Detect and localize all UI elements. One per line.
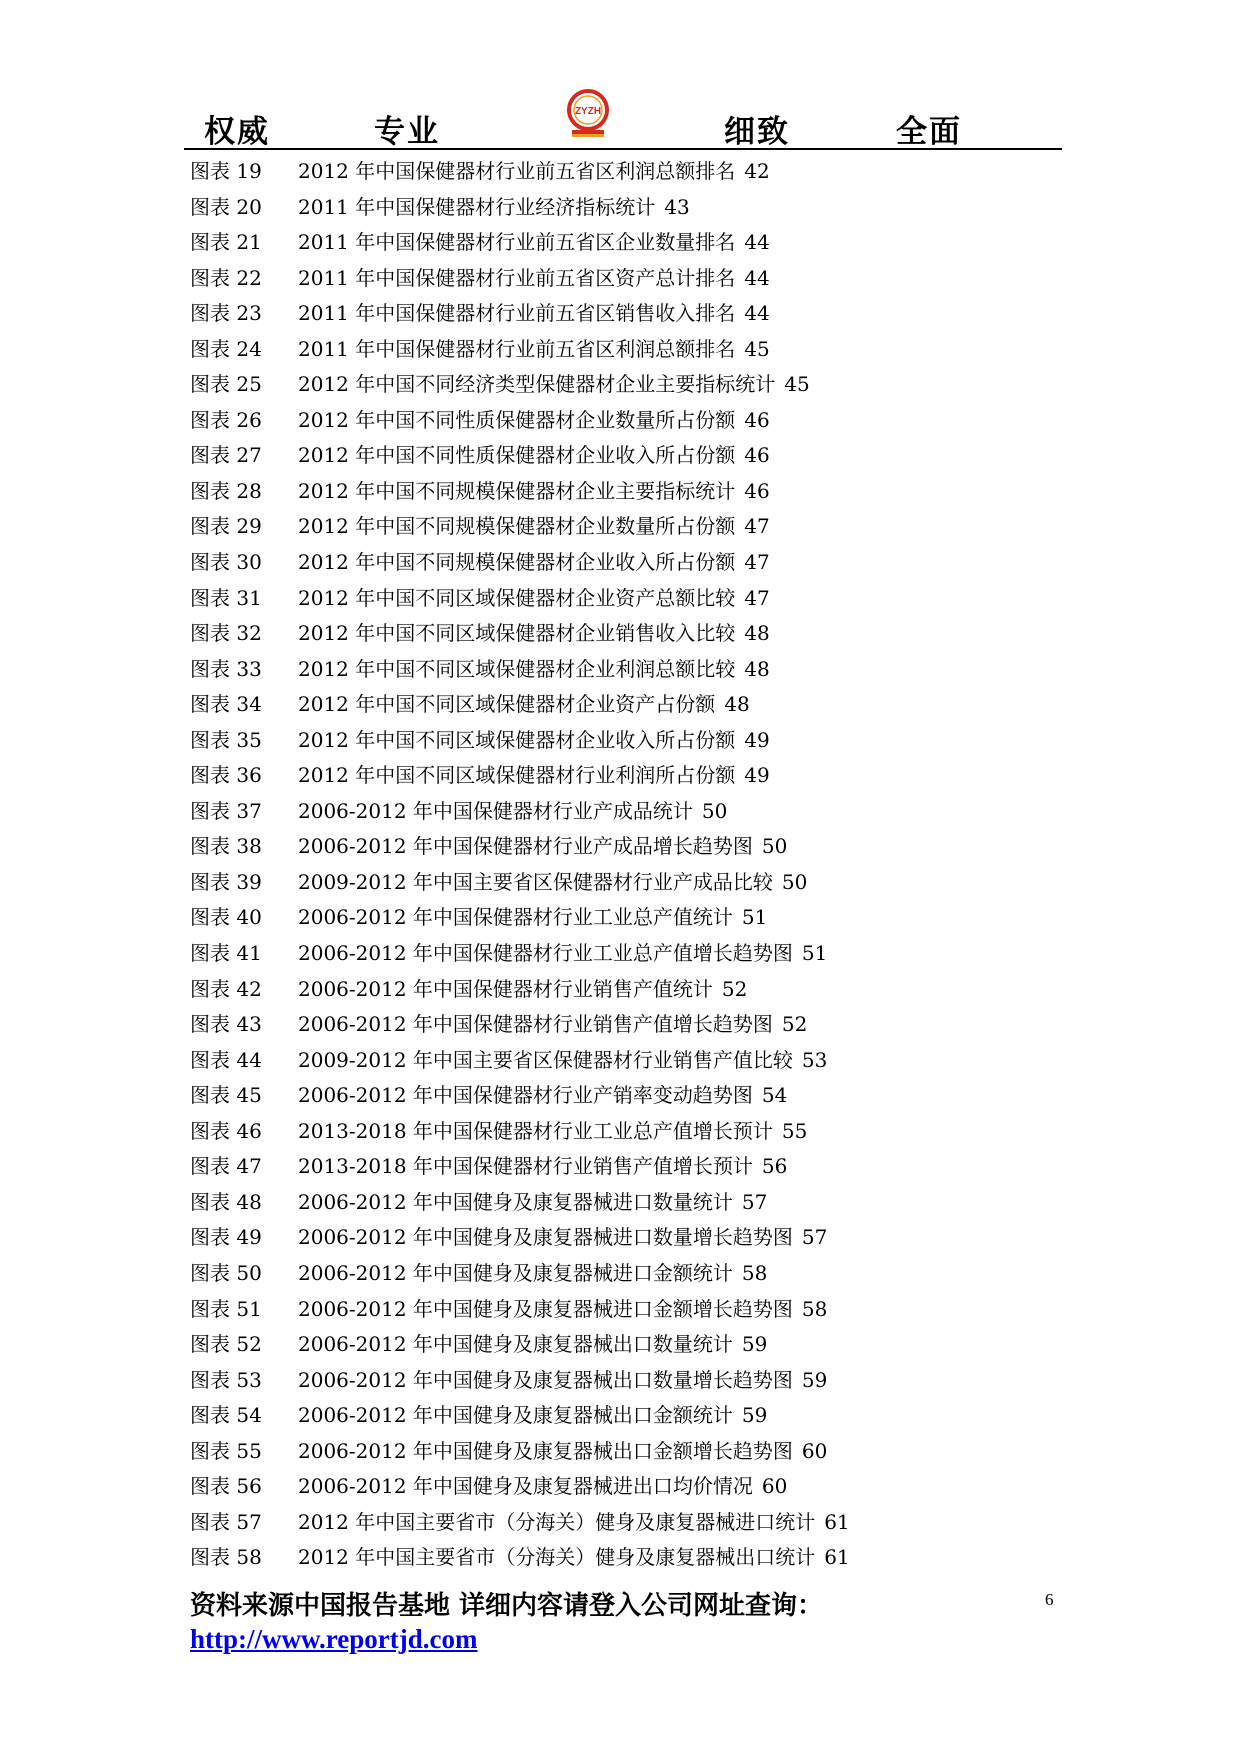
figure-title: 2006-2012 年中国健身及康复器械出口金额统计 (298, 1403, 733, 1428)
figure-page-number: 45 (744, 336, 770, 361)
figure-label: 图表 30 (190, 550, 262, 575)
list-item (190, 972, 1050, 1008)
list-item (190, 758, 1050, 794)
list-item (190, 1256, 1050, 1292)
figure-page-number: 43 (664, 194, 690, 219)
figure-page-number: 59 (741, 1403, 768, 1428)
list-item (190, 616, 1050, 652)
figure-page-number: 44 (744, 301, 770, 326)
header-word-comprehensive: 全面 (896, 114, 962, 150)
figure-label: 图表 43 (190, 1012, 262, 1037)
list-item (190, 1114, 1050, 1150)
figure-label: 图表 38 (190, 834, 262, 859)
figure-title: 2011 年中国保健器材行业前五省区资产总计排名 (298, 265, 736, 290)
list-item (190, 652, 1050, 688)
list-item (190, 687, 1050, 723)
figure-page-number: 52 (781, 1012, 808, 1037)
list-item (190, 1327, 1050, 1363)
figure-title: 2012 年中国不同规模保健器材企业收入所占份额 (298, 550, 736, 575)
figure-page-number: 50 (781, 869, 808, 894)
figure-title: 2006-2012 年中国健身及康复器械出口金额增长趋势图 (298, 1438, 793, 1463)
figure-label: 图表 36 (190, 763, 262, 788)
figure-title: 2012 年中国不同性质保健器材企业数量所占份额 (298, 407, 736, 432)
list-item (190, 225, 1050, 261)
figure-title: 2012 年中国不同区域保健器材企业销售收入比较 (298, 621, 736, 646)
figure-page-number: 47 (744, 585, 770, 610)
figure-label: 图表 54 (190, 1403, 262, 1428)
figure-label: 图表 39 (190, 869, 262, 894)
figure-page-number: 58 (801, 1296, 828, 1321)
figure-label: 图表 21 (190, 230, 262, 255)
figure-title: 2006-2012 年中国健身及康复器械进出口均价情况 (298, 1474, 753, 1499)
figure-label: 图表 48 (190, 1189, 262, 1214)
list-item (190, 1505, 1050, 1541)
figure-page-number: 59 (741, 1332, 768, 1357)
figure-title: 2006-2012 年中国保健器材行业产成品增长趋势图 (298, 834, 753, 859)
figure-title: 2012 年中国主要省市（分海关）健身及康复器械进口统计 (298, 1509, 816, 1534)
figure-title: 2006-2012 年中国健身及康复器械进口金额统计 (298, 1260, 733, 1285)
list-item (190, 332, 1050, 368)
list-item (190, 154, 1050, 190)
figure-title: 2011 年中国保健器材行业前五省区销售收入排名 (298, 301, 736, 326)
figure-label: 图表 58 (190, 1545, 262, 1570)
figure-title: 2012 年中国不同规模保健器材企业数量所占份额 (298, 514, 736, 539)
list-item (190, 403, 1050, 439)
figure-label: 图表 51 (190, 1296, 262, 1321)
figure-page-number: 53 (801, 1047, 828, 1072)
figure-page-number: 50 (701, 798, 728, 823)
figure-label: 图表 19 (190, 159, 262, 183)
figure-label: 图表 49 (190, 1225, 262, 1250)
list-item (190, 1363, 1050, 1399)
header-word-authoritative: 权威 (204, 114, 270, 150)
figure-title: 2011 年中国保健器材行业经济指标统计 (298, 194, 656, 219)
figure-page-number: 60 (801, 1438, 828, 1463)
figure-title: 2006-2012 年中国健身及康复器械进口数量统计 (298, 1189, 733, 1214)
list-item (190, 474, 1050, 510)
figure-title: 2006-2012 年中国健身及康复器械出口数量增长趋势图 (298, 1367, 793, 1392)
figure-page-number: 50 (761, 834, 788, 859)
figure-label: 图表 23 (190, 301, 262, 326)
figure-title: 2006-2012 年中国健身及康复器械进口数量增长趋势图 (298, 1225, 793, 1250)
figure-label: 图表 27 (190, 443, 262, 468)
figure-title: 2012 年中国不同区域保健器材企业资产占份额 (298, 692, 716, 717)
list-item (190, 1007, 1050, 1043)
figure-title: 2009-2012 年中国主要省区保健器材行业产成品比较 (298, 869, 773, 894)
figure-page-number: 57 (741, 1189, 768, 1214)
figure-label: 图表 35 (190, 727, 262, 752)
figure-title: 2012 年中国不同规模保健器材企业主要指标统计 (298, 478, 736, 503)
figure-title: 2012 年中国不同经济类型保健器材企业主要指标统计 (298, 372, 776, 397)
figure-label: 图表 55 (190, 1438, 262, 1463)
logo-text: ZYZH (574, 106, 602, 117)
figure-page-number: 47 (744, 550, 770, 575)
figure-label: 图表 45 (190, 1083, 262, 1108)
figure-page-number: 44 (744, 265, 770, 290)
figure-title: 2011 年中国保健器材行业前五省区企业数量排名 (298, 230, 736, 255)
figure-title: 2011 年中国保健器材行业前五省区利润总额排名 (298, 336, 736, 361)
figure-page-number: 49 (744, 763, 770, 788)
figure-label: 图表 25 (190, 372, 262, 397)
figure-label: 图表 32 (190, 621, 262, 646)
figure-label: 图表 56 (190, 1474, 262, 1499)
figure-title: 2012 年中国不同区域保健器材企业利润总额比较 (298, 656, 736, 681)
list-item (190, 545, 1050, 581)
figure-title: 2012 年中国不同性质保健器材企业收入所占份额 (298, 443, 736, 468)
figure-title: 2006-2012 年中国保健器材行业工业总产值增长趋势图 (298, 941, 793, 966)
list-item (190, 900, 1050, 936)
list-item (190, 1398, 1050, 1434)
figure-title: 2012 年中国不同区域保健器材企业资产总额比较 (298, 585, 736, 610)
figure-label: 图表 47 (190, 1154, 262, 1179)
figure-page-number: 59 (801, 1367, 828, 1392)
figure-title: 2006-2012 年中国健身及康复器械进口金额增长趋势图 (298, 1296, 793, 1321)
list-item (190, 190, 1050, 226)
figure-page-number: 52 (721, 976, 748, 1001)
list-item (190, 509, 1050, 545)
header-divider (184, 148, 1062, 150)
figure-title: 2009-2012 年中国主要省区保健器材行业销售产值比较 (298, 1047, 793, 1072)
figure-label: 图表 44 (190, 1047, 262, 1072)
figure-page-number: 55 (781, 1118, 808, 1143)
figure-label: 图表 31 (190, 585, 262, 610)
figure-page-number: 51 (801, 941, 828, 966)
zyzh-logo-icon (564, 88, 612, 138)
figure-label: 图表 40 (190, 905, 262, 930)
figure-title: 2012 年中国不同区域保健器材企业收入所占份额 (298, 727, 736, 752)
figure-label: 图表 28 (190, 478, 262, 503)
list-item (190, 438, 1050, 474)
zyzh-logo (564, 88, 612, 138)
figure-page-number: 48 (744, 656, 770, 681)
figure-page-number: 46 (744, 478, 770, 503)
figure-page-number: 45 (784, 372, 810, 397)
list-item (190, 1149, 1050, 1185)
list-item (190, 1434, 1050, 1470)
figure-label: 图表 57 (190, 1509, 262, 1534)
figure-title: 2012 年中国不同区域保健器材行业利润所占份额 (298, 763, 736, 788)
list-item (190, 1540, 1050, 1576)
figure-label: 图表 50 (190, 1260, 262, 1285)
figure-label: 图表 22 (190, 265, 262, 290)
figure-page-number: 61 (824, 1545, 850, 1570)
list-item (190, 723, 1050, 759)
figure-label: 图表 52 (190, 1332, 262, 1357)
figure-page-number: 48 (724, 692, 750, 717)
figure-label: 图表 42 (190, 976, 262, 1001)
figure-title: 2006-2012 年中国健身及康复器械出口数量统计 (298, 1332, 733, 1357)
page-number: 6 (1045, 1590, 1054, 1609)
figure-page-number: 61 (824, 1509, 850, 1534)
figure-page-number: 46 (744, 443, 770, 468)
list-item (190, 296, 1050, 332)
figure-title: 2006-2012 年中国保健器材行业销售产值统计 (298, 976, 713, 1001)
figure-title: 2012 年中国主要省市（分海关）健身及康复器械出口统计 (298, 1545, 816, 1570)
figure-page-number: 57 (801, 1225, 828, 1250)
figure-title: 2006-2012 年中国保健器材行业工业总产值统计 (298, 905, 733, 930)
figure-label: 图表 33 (190, 656, 262, 681)
figure-label: 图表 46 (190, 1118, 262, 1143)
list-item (190, 1043, 1050, 1079)
figure-label: 图表 34 (190, 692, 262, 717)
figure-label: 图表 26 (190, 407, 262, 432)
list-item (190, 1078, 1050, 1114)
figure-page-number: 47 (744, 514, 770, 539)
figure-page-number: 54 (761, 1083, 788, 1108)
figure-page-number: 49 (744, 727, 770, 752)
figure-page-number: 60 (761, 1474, 788, 1499)
figure-title: 2006-2012 年中国保健器材行业产销率变动趋势图 (298, 1083, 753, 1108)
figure-title: 2006-2012 年中国保健器材行业产成品统计 (298, 798, 693, 823)
figure-title: 2013-2018 年中国保健器材行业工业总产值增长预计 (298, 1118, 773, 1143)
list-item (190, 1185, 1050, 1221)
footer-source-text: 资料来源中国报告基地 详细内容请登入公司网址查询： (190, 1591, 824, 1621)
list-item (190, 367, 1050, 403)
figure-page-number: 46 (744, 407, 770, 432)
figure-label: 图表 53 (190, 1367, 262, 1392)
figure-title: 2013-2018 年中国保健器材行业销售产值增长预计 (298, 1154, 753, 1179)
list-item (190, 261, 1050, 297)
header-word-meticulous: 细致 (724, 114, 790, 150)
figure-title: 2006-2012 年中国保健器材行业销售产值增长趋势图 (298, 1012, 773, 1037)
figure-label: 图表 29 (190, 514, 262, 539)
figure-page-number: 58 (741, 1260, 768, 1285)
footer-website-link[interactable]: http://www.reportjd.com (190, 1624, 478, 1654)
list-item (190, 936, 1050, 972)
list-item (190, 1292, 1050, 1328)
figure-page-number: 44 (744, 230, 770, 255)
figure-title: 2012 年中国保健器材行业前五省区利润总额排名 (298, 159, 736, 183)
figure-page-number: 42 (744, 159, 770, 183)
list-item (190, 829, 1050, 865)
figure-label: 图表 41 (190, 941, 262, 966)
header-word-professional: 专业 (374, 114, 440, 150)
figure-page-number: 51 (741, 905, 768, 930)
figure-list (190, 154, 1050, 1576)
list-item (190, 1220, 1050, 1256)
figure-label: 图表 20 (190, 194, 262, 219)
list-item (190, 794, 1050, 830)
figure-label: 图表 37 (190, 798, 262, 823)
figure-page-number: 48 (744, 621, 770, 646)
figure-label: 图表 24 (190, 336, 262, 361)
list-item (190, 1469, 1050, 1505)
list-item (190, 865, 1050, 901)
page-header (184, 88, 1062, 150)
figure-page-number: 56 (761, 1154, 788, 1179)
list-item (190, 581, 1050, 617)
